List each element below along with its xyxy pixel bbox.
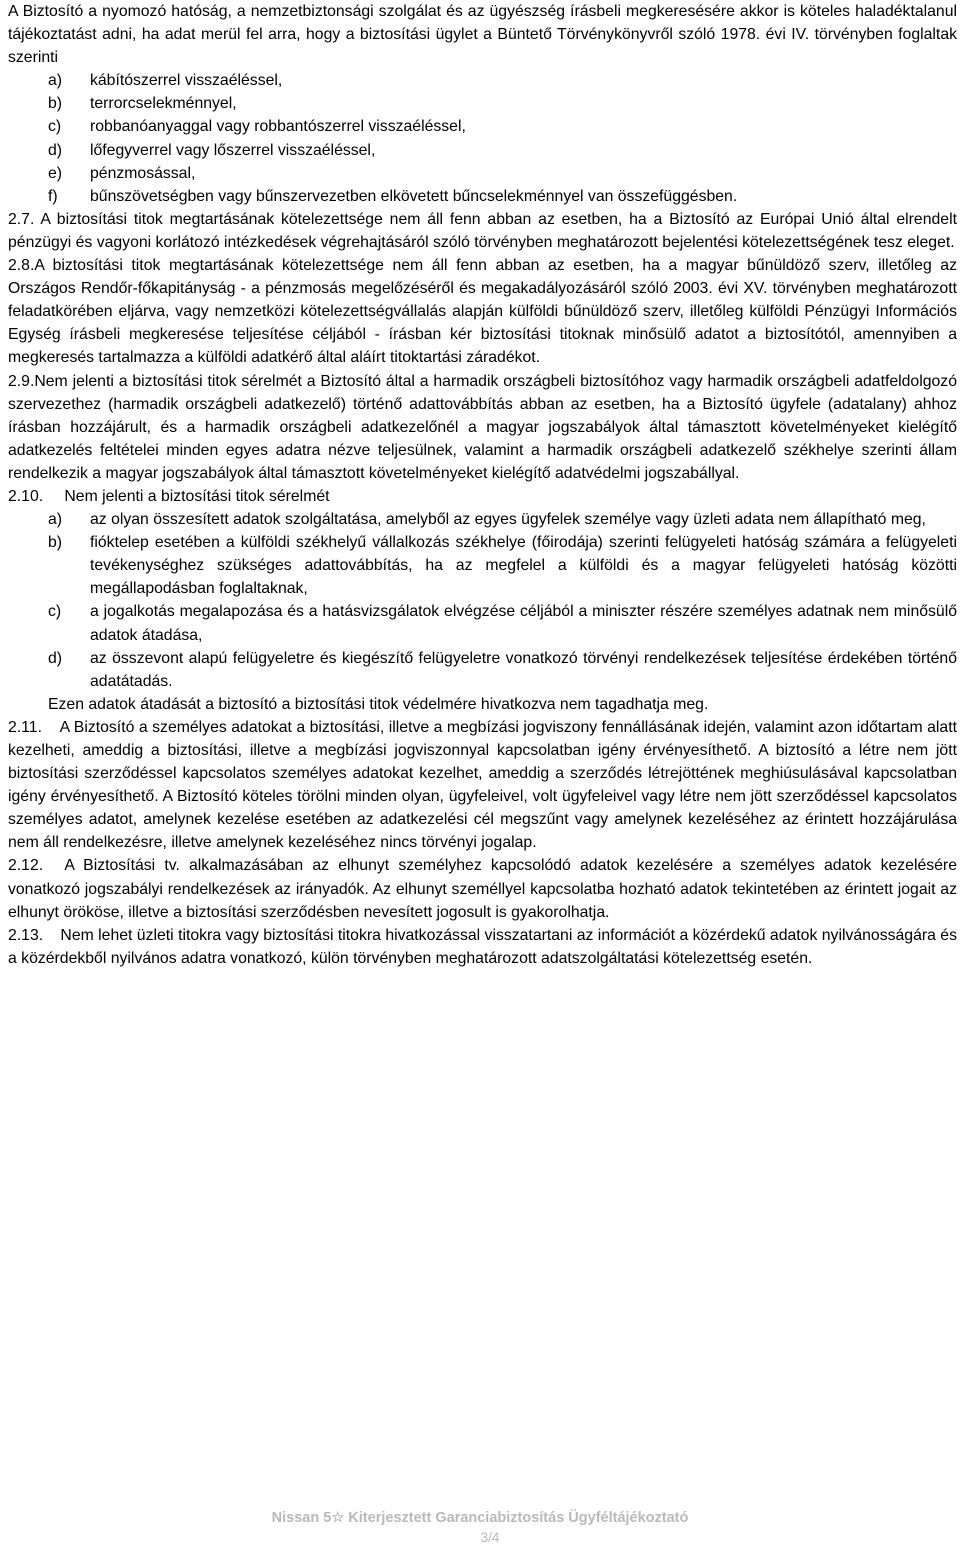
section-text: A Biztosítási tv. alkalmazásában az elhunyt személyhez kapcsolódó adatok kezelésére a személyes adatok kezelésére vonatkozó jogszabályi rendelkezések az irányadók. Az elhunyt személlyel kapcsolatba hozható adatok tekintetében az érintett jogait az elhunyt örököse, illetve a biztosítási szerződésben nevesített jogosult is gyakorolhatja. <box>8 857 957 921</box>
section-text: Nem lehet üzleti titokra vagy biztosítási titokra hivatkozással visszatartani az információt a közérdekű adatok nyilvánosságára és a közérdekből nyilvános adatra vonatkozó, külön törvényben meghatározott adatszolgáltatási kötelezettség esetén. <box>8 926 957 967</box>
list-item: d) az összevont alapú felügyeletre és kiegészítő felügyeletre vonatkozó törvényi rendelkezések teljesítése érdekében történő adatátadás. <box>48 649 957 690</box>
list-item: a) kábítószerrel visszaéléssel, <box>48 72 283 90</box>
list-item: c) robbanóanyaggal vagy robbantószerrel visszaéléssel, <box>48 118 466 136</box>
list-item: c) a jogalkotás megalapozása és a hatásvizsgálatok elvégzése céljából a miniszter részére személyes adatnak nem minősülő adatok átadása, <box>48 603 957 644</box>
section-2-7 <box>8 208 957 254</box>
section-text: A biztosítási titok megtartásának kötelezettsége nem áll fenn abban az esetben, ha a Biztosító az Európai Unió által elrendelt pénzügyi és vagyoni korlátozó intézkedések végrehajtásáról szóló törvényben meghatározott bejelentési kötelezettségének tesz eleget. <box>8 210 957 251</box>
list-item: a) az olyan összesített adatok szolgáltatása, amelyből az egyes ügyfelek személye vagy üzleti adata nem állapítható meg, <box>48 511 926 529</box>
section-2-10 <box>8 485 957 508</box>
section-2-10-list <box>8 508 957 693</box>
section-text: A biztosítási titok megtartásának kötelezettsége nem áll fenn abban az esetben, ha a magyar bűnüldöző szerv, illetőleg az Országos Rendőr-főkapitányság - a pénzmosás megelőzéséről és megakadályozásáról szóló 2003. évi XV. törvényben meghatározott feladatkörében eljárva, vagy nemzetközi kötelezettségvállalás alapján külföldi bűnüldöző szerv, illetőleg külföldi Pénzügyi Információs Egység írásbeli megkeresése teljesítése céljából - írásban kér biztosítási titoknak minősülő adatot a biztosítótól, amennyiben a megkeresés tartalmazza a külföldi adatkérő által aláírt titoktartási záradékot. <box>8 257 957 367</box>
section-2-10-closing: Ezen adatok átadását a biztosító a biztosítási titok védelmére hivatkozva nem tagadhatja meg. <box>48 695 709 713</box>
section-2-11 <box>8 716 957 855</box>
section-2-9 <box>8 370 957 485</box>
section-number: 2.9. <box>8 372 35 390</box>
section-number: 2.7. <box>8 210 35 228</box>
section-number: 2.10. <box>8 487 44 505</box>
section-2-8 <box>8 254 957 369</box>
intro-paragraph <box>8 0 957 69</box>
list-item: e) pénzmosással, <box>48 164 196 182</box>
intro-text: A Biztosító a nyomozó hatóság, a nemzetbiztonsági szolgálat és az ügyészség írásbeli megkeresésére akkor is köteles haladéktalanul tájékoztatást adni, ha adat merül fel arra, hogy a biztosítási ügylet a Büntető Törvénykönyvről szóló 1978. évi IV. törvényben foglaltak szerinti <box>8 3 957 67</box>
footer-title: Nissan 5☆ Kiterjesztett Garanciabiztosítás Ügyféltájékoztató <box>271 1510 689 1526</box>
list-item: f) bűnszövetségben vagy bűnszervezetben elkövetett bűncselekménnyel van összefüggésben. <box>48 187 738 205</box>
section-text: A Biztosító a személyes adatokat a biztosítási, illetve a megbízási jogviszony fennállásának idején, valamint azon időtartam alatt kezelheti, ameddig a biztosítási, illetve a megbízási jogviszonnyal kapcsolatban igény érvényesíthető. A biztosító a létre nem jött biztosítási szerződéssel kapcsolatos személyes adatokat kezelhet, ameddig a szerződés létrejöttének meghiúsulásával kapcsolatban igény érvényesíthető. A Biztosító köteles törölni minden olyan, ügyfeleivel, volt ügyfeleivel vagy létre nem jött szerződéssel kapcsolatos személyes adatot, amelynek kezelése esetében az adatkezelési cél megszűnt vagy amelynek kezeléséhez az érintett hozzájárulása nem áll rendelkezésre, illetve amelynek kezeléséhez nincs törvényi jogalap. <box>8 718 957 852</box>
intro-list <box>8 69 957 208</box>
section-2-13 <box>8 924 957 970</box>
document-page <box>8 0 957 970</box>
section-number: 2.12. <box>8 857 44 875</box>
star-outline-icon: ☆ <box>331 1510 345 1526</box>
section-number: 2.8. <box>8 257 35 275</box>
list-item: b) fióktelep esetében a külföldi székhelyű vállalkozás székhelye (főirodája) szerinti felügyeleti hatóság számára a felügyeleti tevékenységhez szükséges adattovábbítás, ha az megfelel a külföldi és a magyar felügyeleti hatóság közötti megállapodásban foglaltaknak, <box>48 534 957 598</box>
page-number: 3/4 <box>480 1530 500 1545</box>
list-item: b) terrorcselekménnyel, <box>48 95 237 113</box>
section-number: 2.11. <box>8 718 42 736</box>
section-2-12 <box>8 854 957 923</box>
section-number: 2.13. <box>8 926 44 944</box>
section-text: Nem jelenti a biztosítási titok sérelmét <box>64 487 330 505</box>
section-text: Nem jelenti a biztosítási titok sérelmét a Biztosító által a harmadik országbeli biztosítóhoz vagy harmadik országbeli adatfeldolgozó szervezethez (harmadik országbeli adatkezelő) történő adattovábbítás abban az esetben, ha a Biztosító ügyfele (adatalany) ahhoz írásban hozzájárult, és a harmadik országbeli adatkezelőnél a magyar jogszabályok által támasztott követelményeket kielégítő adatkezelés feltételei minden egyes adatra nézve teljesülnek, valamint a harmadik országbeli adatkezelő székhelye szerinti állam rendelkezik a magyar jogszabályok által támasztott követelményeket kielégítő adatvédelmi jogszabállyal. <box>8 372 957 482</box>
list-item: d) lőfegyverrel vagy lőszerrel visszaéléssel, <box>48 141 376 159</box>
